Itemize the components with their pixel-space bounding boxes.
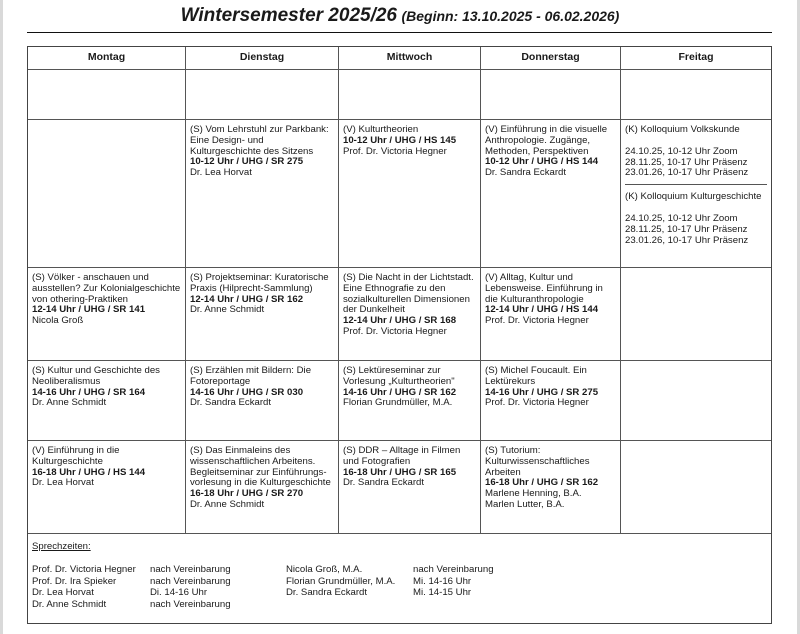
page-edge-left: [0, 0, 3, 634]
course-cell: [339, 268, 481, 361]
course-title: (V) Kulturtheorien: [343, 124, 419, 135]
office-hours-time: Mi. 14-16 Uhr: [413, 575, 472, 587]
course-cell: [481, 120, 621, 268]
colloquium-kulturgeschichte: [625, 192, 767, 246]
header-mittwoch: Mittwoch: [339, 47, 481, 70]
header-donnerstag: Donnerstag: [481, 47, 621, 70]
course-lecturer: Dr. Lea Horvat: [32, 477, 94, 489]
course-lecturer: Dr. Lea Horvat: [190, 167, 252, 179]
course-title: (S) Kultur und Geschichte des Neoliberalismus: [32, 365, 160, 387]
course-cell: [186, 268, 339, 361]
office-hours-times-right: [413, 564, 494, 599]
empty-cell: [621, 441, 771, 534]
course-cell: [186, 441, 339, 534]
course-title: (S) Vom Lehrstuhl zur Parkbank: Eine Design- und Kulturgeschichte des Sitzens: [190, 124, 329, 157]
course-lecturer: Marlen Lutter, B.A.: [485, 498, 565, 510]
office-hours-name: Dr. Anne Schmidt: [32, 598, 107, 610]
office-hours-names-left: [32, 564, 136, 610]
course-cell: [339, 441, 481, 534]
course-lecturer: Nicola Groß: [32, 315, 84, 327]
timetable: [27, 46, 772, 624]
office-hours-name: Nicola Groß, M.A.: [286, 564, 363, 575]
course-title: (S) Das Einmaleins des wissenschaftlichen Arbeitens. Begleitseminar zur Einführungs-vorlesung in die Kulturgeschichte: [190, 445, 331, 489]
course-time: 12-14 Uhr / UHG / SR 162: [190, 293, 304, 305]
course-time: 12-14 Uhr / UHG / HS 144: [485, 304, 599, 316]
empty-cell: [28, 70, 186, 120]
course-title: (V) Einführung in die Kulturgeschichte: [32, 445, 120, 467]
colloquium-date: 23.01.26, 10-17 Uhr Präsenz: [625, 234, 749, 246]
colloquium-date: 28.11.25, 10-17 Uhr Präsenz: [625, 156, 748, 168]
course-lecturer: Dr. Sandra Eckardt: [343, 477, 425, 489]
course-lecturer: Prof. Dr. Victoria Hegner: [485, 397, 589, 409]
course-lecturer: Prof. Dr. Victoria Hegner: [343, 325, 447, 337]
course-title: (S) Erzählen mit Bildern: Die Fotoreportage: [190, 365, 312, 387]
course-cell: [186, 120, 339, 268]
course-time: 12-14 Uhr / UHG / SR 141: [32, 304, 146, 316]
title-underline: [27, 32, 772, 33]
office-hours-time: Mi. 14-15 Uhr: [413, 587, 472, 598]
header-dienstag: Dienstag: [186, 47, 339, 70]
course-title: (V) Alltag, Kultur und Lebensweise. Einführung in die Kulturanthropologie: [485, 272, 603, 305]
office-hours-times-left: [150, 564, 231, 610]
course-cell: [28, 441, 186, 534]
empty-cell: [621, 70, 771, 120]
divider: [625, 184, 767, 185]
course-time: 10-12 Uhr / UHG / SR 275: [190, 156, 304, 168]
office-hours-time: nach Vereinbarung: [150, 575, 231, 587]
course-cell: [481, 361, 621, 441]
office-hours-name: Dr. Sandra Eckardt: [286, 587, 368, 598]
course-time: 14-16 Uhr / UHG / SR 164: [32, 386, 146, 398]
office-hours-name: Dr. Lea Horvat: [32, 587, 94, 598]
course-lecturer: Dr. Sandra Eckardt: [190, 397, 272, 409]
empty-cell: [621, 361, 771, 441]
course-title: (S) Die Nacht in der Lichtstadt. Eine Ethnografie zu den sozialkulturellen Dimensionen der Dunkelheit: [343, 272, 474, 316]
course-cell: [339, 120, 481, 268]
colloquium-date: 24.10.25, 10-12 Uhr Zoom: [625, 212, 738, 224]
course-lecturer: Marlene Henning, B.A.: [485, 488, 582, 500]
course-time: 16-18 Uhr / UHG / SR 165: [343, 466, 457, 478]
course-title: (S) Projektseminar: Kuratorische Praxis (Hilprecht-Sammlung): [190, 272, 329, 294]
colloquium-title: (K) Kolloquium Kulturgeschichte: [625, 191, 762, 203]
office-hours-heading: Sprechzeiten:: [32, 541, 91, 552]
colloquium-cell: [621, 120, 771, 268]
colloquium-volkskunde: [625, 125, 767, 179]
course-lecturer: Prof. Dr. Victoria Hegner: [485, 315, 589, 327]
office-hours-time: nach Vereinbarung: [150, 598, 231, 610]
office-hours-time: nach Vereinbarung: [413, 564, 494, 575]
empty-cell: [339, 70, 481, 120]
office-hours-time: nach Vereinbarung: [150, 564, 231, 575]
course-lecturer: Dr. Sandra Eckardt: [485, 167, 567, 179]
course-lecturer: Dr. Anne Schmidt: [190, 304, 265, 316]
empty-cell: [186, 70, 339, 120]
course-cell: [481, 268, 621, 361]
semester-dates: (Beginn: 13.10.2025 - 06.02.2026): [401, 8, 620, 24]
course-cell: [481, 441, 621, 534]
course-lecturer: Dr. Anne Schmidt: [190, 498, 265, 510]
course-time: 14-16 Uhr / UHG / SR 162: [343, 386, 457, 398]
course-cell: [186, 361, 339, 441]
course-time: 10-12 Uhr / UHG / HS 144: [485, 156, 599, 168]
course-lecturer: Florian Grundmüller, M.A.: [343, 397, 453, 409]
office-hours-names-right: [286, 564, 395, 599]
course-lecturer: Prof. Dr. Victoria Hegner: [343, 145, 447, 157]
empty-cell: [481, 70, 621, 120]
course-title: (S) Völker - anschauen und ausstellen? Zur Kolonialgeschichte von othering-Praktiken: [32, 272, 181, 305]
course-title: (S) DDR – Alltage in Filmen und Fotografien: [343, 445, 461, 467]
office-hours-name: Florian Grundmüller, M.A.: [286, 575, 396, 587]
course-lecturer: Dr. Anne Schmidt: [32, 397, 107, 409]
course-title: (V) Einführung in die visuelle Anthropologie. Zugänge, Methoden, Perspektiven: [485, 124, 608, 157]
page-title: [0, 5, 800, 27]
header-freitag: Freitag: [621, 47, 771, 70]
course-time: 12-14 Uhr / UHG / SR 168: [343, 315, 457, 327]
course-time: 14-16 Uhr / UHG / SR 030: [190, 386, 304, 398]
empty-cell: [621, 268, 771, 361]
course-cell: [339, 361, 481, 441]
empty-cell: [28, 120, 186, 268]
colloquium-date: 28.11.25, 10-17 Uhr Präsenz: [625, 223, 748, 235]
header-montag: Montag: [28, 47, 186, 70]
office-hours-name: Prof. Dr. Victoria Hegner: [32, 564, 136, 575]
course-title: (S) Tutorium: Kulturwissenschaftliches Arbeiten: [485, 445, 590, 478]
course-cell: [28, 268, 186, 361]
colloquium-date: 24.10.25, 10-12 Uhr Zoom: [625, 145, 738, 157]
colloquium-date: 23.01.26, 10-17 Uhr Präsenz: [625, 167, 749, 179]
course-time: 14-16 Uhr / UHG / SR 275: [485, 386, 599, 398]
course-cell: [28, 361, 186, 441]
course-time: 16-18 Uhr / UHG / SR 162: [485, 477, 599, 489]
office-hours-time: Di. 14-16 Uhr: [150, 587, 208, 598]
semester-title: Wintersemester 2025/26: [180, 5, 397, 26]
office-hours: [28, 534, 771, 623]
course-time: 16-18 Uhr / UHG / SR 270: [190, 488, 304, 500]
course-time: 16-18 Uhr / UHG / HS 144: [32, 466, 146, 478]
course-time: 10-12 Uhr / UHG / HS 145: [343, 134, 457, 146]
office-hours-name: Prof. Dr. Ira Spieker: [32, 575, 117, 587]
colloquium-title: (K) Kolloquium Volkskunde: [625, 124, 740, 135]
course-title: (S) Lektüreseminar zur Vorlesung „Kulturtheorien": [343, 365, 455, 387]
course-title: (S) Michel Foucault. Ein Lektürekurs: [485, 365, 587, 387]
